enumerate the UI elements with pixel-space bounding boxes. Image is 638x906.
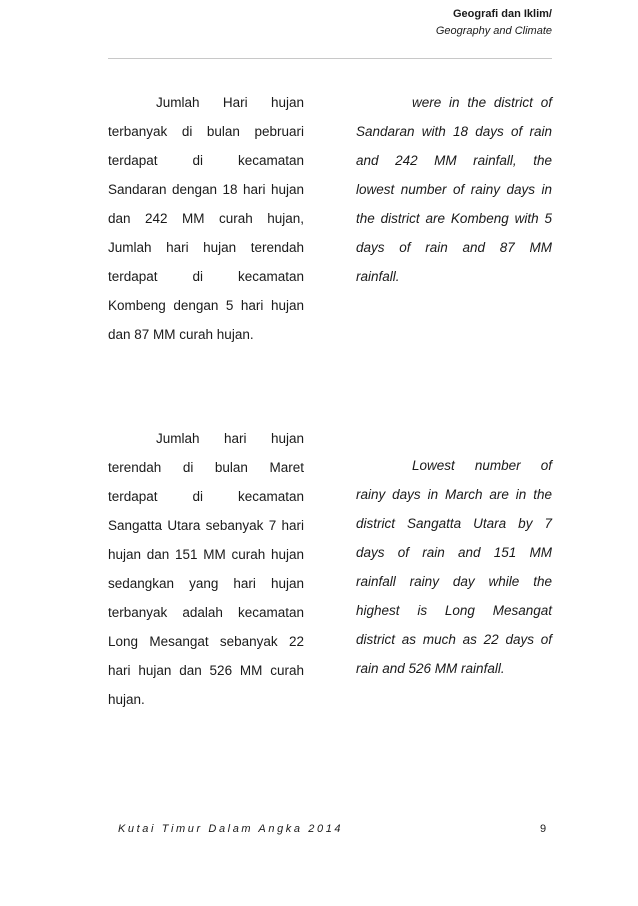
text-line: days of rain and 87 MM xyxy=(356,240,552,255)
paragraph-march-english xyxy=(356,451,552,683)
text-line: dan 87 MM curah hujan. xyxy=(108,327,254,342)
text-line: Jumlah Hari hujan xyxy=(156,95,304,110)
paragraph-march-indonesian xyxy=(108,424,304,714)
text-line: highest is Long Mesangat xyxy=(356,603,552,618)
text-line: and 242 MM rainfall, the xyxy=(356,153,552,168)
header-title-indonesian: Geografi dan Iklim/ xyxy=(452,8,552,20)
text-line: days of rain and 151 MM xyxy=(356,545,552,560)
text-line: rainfall rainy day while the xyxy=(356,574,552,589)
text-line: lowest number of rainy days in xyxy=(356,182,552,197)
paragraph-february-indonesian xyxy=(108,88,304,349)
text-line: Lowest number of xyxy=(412,458,552,473)
text-line: terdapat di kecamatan xyxy=(108,153,304,168)
text-line: were in the district of xyxy=(412,95,552,110)
text-line: hujan dan 151 MM curah hujan xyxy=(108,547,304,562)
text-line: rain and 526 MM rainfall. xyxy=(356,661,505,676)
page-header xyxy=(436,6,552,40)
text-line: Long Mesangat sebanyak 22 xyxy=(108,634,304,649)
footer-publication-title: Kutai Timur Dalam Angka 2014 xyxy=(118,823,344,835)
text-line: sedangkan yang hari hujan xyxy=(108,576,304,591)
text-line: district as much as 22 days of xyxy=(356,632,552,647)
text-line: dan 242 MM curah hujan, xyxy=(108,211,304,226)
text-line: the district are Kombeng with 5 xyxy=(356,211,552,226)
text-line: rainy days in March are in the xyxy=(356,487,552,502)
text-line: terdapat di kecamatan xyxy=(108,489,304,504)
text-line: hari hujan dan 526 MM curah xyxy=(108,663,304,678)
paragraph-february-english xyxy=(356,88,552,291)
text-line: Kombeng dengan 5 hari hujan xyxy=(108,298,304,313)
header-divider xyxy=(108,58,552,59)
text-line: district Sangatta Utara by 7 xyxy=(356,516,552,531)
header-title-english: Geography and Climate xyxy=(435,25,552,37)
text-line: terendah di bulan Maret xyxy=(108,460,304,475)
text-line: Jumlah hari hujan terendah xyxy=(108,240,304,255)
text-line: terbanyak di bulan pebruari xyxy=(108,124,304,139)
text-line: Sandaran with 18 days of rain xyxy=(356,124,552,139)
text-line: Sandaran dengan 18 hari hujan xyxy=(108,182,304,197)
text-line: rainfall. xyxy=(356,269,400,284)
text-line: terbanyak adalah kecamatan xyxy=(108,605,304,620)
text-line: Sangatta Utara sebanyak 7 hari xyxy=(108,518,304,533)
text-line: terdapat di kecamatan xyxy=(108,269,304,284)
text-line: hujan. xyxy=(108,692,145,707)
text-line: Jumlah hari hujan xyxy=(156,431,304,446)
page-number: 9 xyxy=(540,823,547,835)
